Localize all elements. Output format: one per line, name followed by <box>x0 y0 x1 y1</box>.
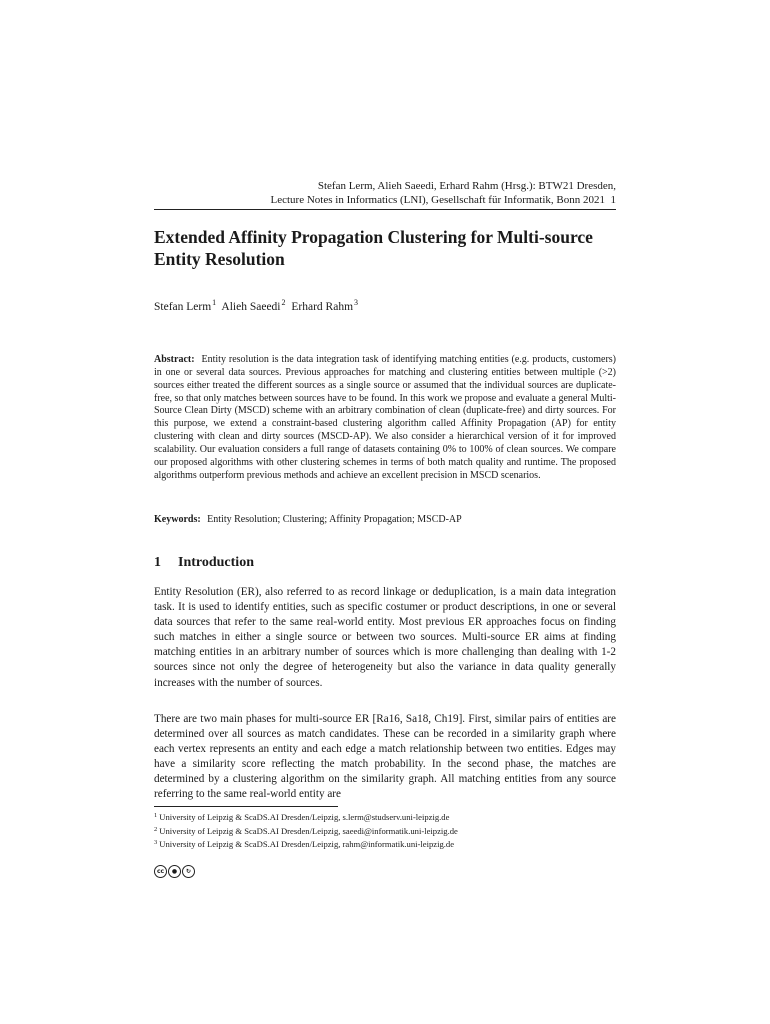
body-paragraph: Entity Resolution (ER), also referred to as record linkage or deduplication, is a main data integration task. It is used to identify entities, such as specific costumer or product descriptions, in one or several data sources that refer to the same real-world entity. Most previous ER approaches focus on finding such matches in either a single source or between two sources. Multi-source ER aims at finding matching entities in an arbitrary number of sources which is more challenging than dealing with 1-2 sources since not only the degree of heterogeneity but also the variance in data quality generally increases with the number of sources. <box>154 586 616 689</box>
footnote-mark: 3 <box>154 839 158 846</box>
author-affiliation-mark: 2 <box>281 298 286 307</box>
author-affiliation-mark: 3 <box>354 298 359 307</box>
keywords-label: Keywords: <box>154 514 201 525</box>
footnote-rule <box>154 806 338 807</box>
attribution-icon: ● <box>168 865 181 878</box>
keywords-text: Entity Resolution; Clustering; Affinity Propagation; MSCD-AP <box>207 514 462 525</box>
abstract-text: Entity resolution is the data integration task of identifying matching entities (e.g. products, customers) in one or several data sources. Previous approaches for matching and clustering entities between multiple (>2) sources either treated the different sources as a single source or assumed that the individual sources are duplicate-free, so that only matches between sources have to be found. In this work we propose and evaluate a general Multi-Source Clean Dirty (MSCD) scheme with an arbitrary combination of clean (duplicate-free) and dirty sources. For this purpose, we extend a constraint-based clustering algorithm called Affinity Propagation (AP) for entity clustering with clean and dirty sources (MSCD-AP). We also consider a hierarchical version of it for improved scalability. Our evaluation considers a full range of datasets containing 0% to 100% of clean sources. We compare our proposed algorithms with other clustering schemes in terms of both match quality and runtime. The proposed algorithms outperform previous methods and achieve an excellent precision in MSCD scenarios. <box>154 354 617 481</box>
keywords <box>154 514 616 525</box>
header-rule <box>154 209 616 210</box>
author-affiliation-mark: 1 <box>212 298 217 307</box>
footnotes <box>154 810 616 851</box>
footnote <box>154 837 616 851</box>
footnote-text: University of Leipzig & ScaDS.AI Dresden/Leipzig, saeedi@informatik.uni-leipzig.de <box>159 825 458 836</box>
section-number: 1 <box>154 555 161 570</box>
abstract <box>154 354 616 482</box>
paper-title: Extended Affinity Propagation Clustering for Multi-source Entity Resolution <box>154 227 593 269</box>
body-paragraph: There are two main phases for multi-source ER [Ra16, Sa18, Ch19]. First, similar pairs of entities are determined over all sources as match candidates. These can be recorded in a similarity graph where each vertex represents an entity and each edge a match relationship between two entities. Edges may have a similarity score reflecting the match probability. In the second phase, the matches are determined by a clustering algorithm on the similarity graph. All matching entities from any source referring to the same real-world entity are <box>154 713 616 801</box>
footnote <box>154 810 616 824</box>
footnote <box>154 824 616 838</box>
footnote-text: University of Leipzig & ScaDS.AI Dresden/Leipzig, s.lerm@studserv.uni-leipzig.de <box>159 812 450 822</box>
header-line-1: Stefan Lerm, Alieh Saeedi, Erhard Rahm (Hrsg.): BTW21 Dresden, <box>317 180 616 192</box>
footnote-mark: 2 <box>154 825 158 833</box>
page-number: 1 <box>610 194 616 206</box>
footnote-text: University of Leipzig & ScaDS.AI Dresden/Leipzig, rahm@informatik.uni-leipzig.de <box>159 839 455 849</box>
author-list <box>154 298 361 313</box>
header-line-2 <box>154 193 616 207</box>
author-name: Stefan Lerm <box>154 301 212 313</box>
header-line-2-text: Lecture Notes in Informatics (LNI), Gesellschaft für Informatik, Bonn 2021 <box>270 194 605 206</box>
abstract-label: Abstract: <box>154 354 195 365</box>
section-title: Introduction <box>178 555 254 570</box>
footnote-mark: 1 <box>154 812 158 819</box>
share-alike-icon: ↻ <box>182 865 195 878</box>
author-name: Erhard Rahm <box>291 301 354 313</box>
section-heading <box>154 555 254 571</box>
author-name: Alieh Saeedi <box>221 301 281 313</box>
creative-commons-icon: cc <box>154 865 167 878</box>
running-header <box>154 179 616 207</box>
license-badge <box>154 865 195 879</box>
